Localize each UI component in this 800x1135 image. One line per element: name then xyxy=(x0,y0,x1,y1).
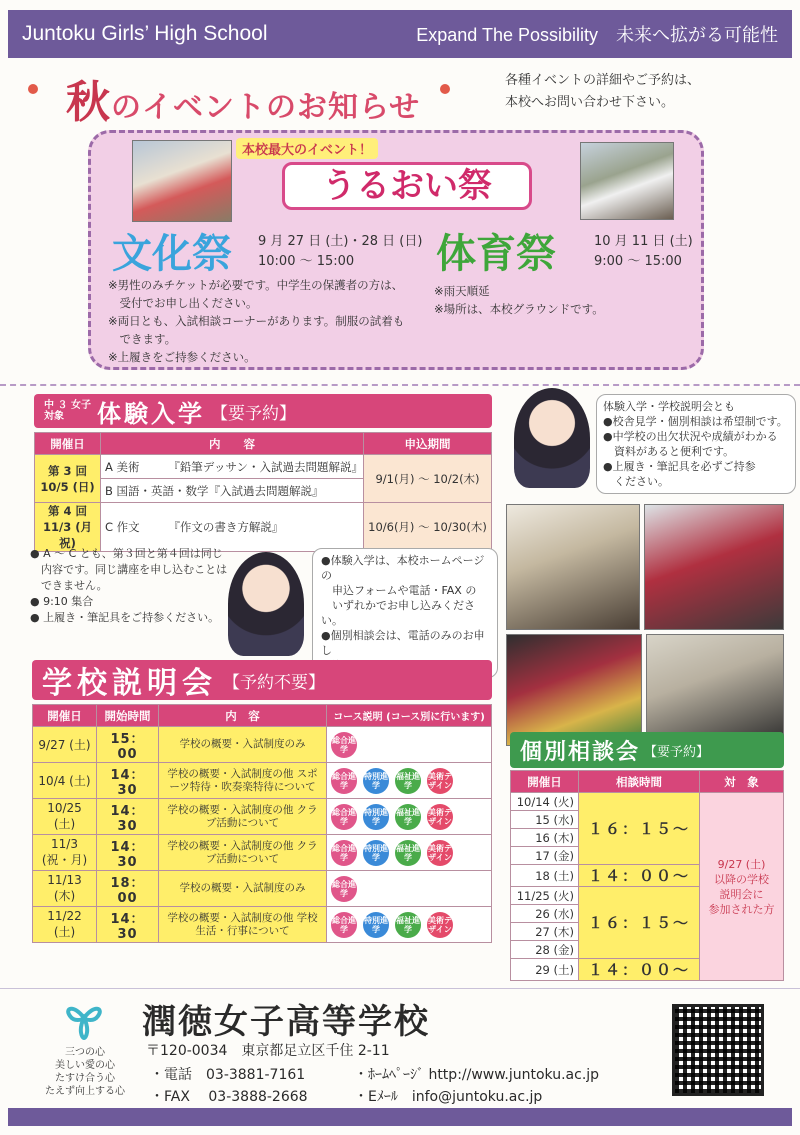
speech-bubble-application: ●体験入学は、本校ホームページの 申込フォームや電話・FAX の いずれかでお申し込みください。 ●個別相談会は、電話のみのお申し xyxy=(312,548,498,678)
autumn-events-heading xyxy=(28,72,448,128)
table-row: 26 (水) xyxy=(511,905,784,923)
table-row: 10/4 (土) 14：30 学校の概要・入試制度の他 スポーツ特待・吹奏楽特待について 総合進学 特別進学 福祉進学 美術デザイン xyxy=(33,763,492,799)
course-badge: 特別進学 xyxy=(363,912,389,938)
course-badge: 総合進学 xyxy=(331,804,357,830)
school-logo-icon xyxy=(60,994,108,1042)
bullet-dot-icon xyxy=(28,84,38,94)
course-badge: 総合進学 xyxy=(331,768,357,794)
table-row: 9/27 (土) 15：00 学校の概要・入試制度のみ 総合進学 xyxy=(33,727,492,763)
web-email xyxy=(354,1064,599,1108)
festival-name: うるおい祭 xyxy=(282,162,532,210)
table-row: 15 (水) xyxy=(511,811,784,829)
sports-festival-notes: ※雨天順延 ※場所は、本校グラウンドです。 xyxy=(434,284,604,316)
school-address: 〒120-0034 東京都足立区千住 2-11 xyxy=(146,1043,390,1059)
course-badge: 福祉進学 xyxy=(395,804,421,830)
table-row: 29 (土) １４：００～ xyxy=(511,959,784,981)
table-row: 16 (木) xyxy=(511,829,784,847)
festival-catchphrase: 本校最大のイベント！ xyxy=(236,138,378,159)
footer-divider xyxy=(0,988,800,989)
table-row: 28 (金) xyxy=(511,941,784,959)
course-badge: 美術デザイン xyxy=(427,840,453,866)
course-badge: 総合進学 xyxy=(331,732,357,758)
course-badge: 福祉進学 xyxy=(395,912,421,938)
table-row: 10/25 (土) 14：30 学校の概要・入試制度の他 クラブ活動について 総合進学 特別進学 福祉進学 美術デザイン xyxy=(33,799,492,835)
sports-day-photo xyxy=(580,142,674,220)
brass-band-photo xyxy=(506,634,642,746)
table-row: 11/3 (祝・月) 14：30 学校の概要・入試制度の他 クラブ活動について 総合進学 特別進学 福祉進学 美術デザイン xyxy=(33,835,492,871)
culture-festival-title: 文化祭 xyxy=(112,231,232,277)
table-row: 11/22 (土) 14：30 学校の概要・入試制度の他 学校生活・行事について 総合進学 特別進学 福祉進学 美術デザイン xyxy=(33,907,492,943)
page-title: 秋のイベントのお知らせ xyxy=(66,77,421,128)
trial-admission-heading: 中 ３ 女子 対象 体験入学 【要予約】 xyxy=(34,394,492,428)
table-row: 第 4 回 11/3 (月祝) C 作文 『作文の書き方解説』 10/6(月) ～ 10/30(木) xyxy=(35,503,492,552)
consultation-heading: 個別相談会 【要予約】 xyxy=(510,732,784,768)
school-name-japanese: 潤徳女子高等学校 xyxy=(142,1002,430,1042)
table-row: B 国語・英語・数学『入試過去問題解説』 xyxy=(35,479,492,503)
table-row: 17 (金) xyxy=(511,847,784,865)
course-badge: 美術デザイン xyxy=(427,804,453,830)
course-badge: 総合進学 xyxy=(331,912,357,938)
bottom-banner xyxy=(8,1108,792,1126)
school-briefing-heading: 学校説明会 【予約不要】 xyxy=(32,660,492,700)
table-row: 11/13 (木) 18：00 学校の概要・入試制度のみ 総合進学 xyxy=(33,871,492,907)
table-row: 10/14 (火) １６：１５～ 9/27 (土) 以降の学校 説明会に 参加された方 xyxy=(511,793,784,811)
course-badge: 福祉進学 xyxy=(395,840,421,866)
school-briefing-table: 開催日 開始時間 内 容 コース説明 (コース別に行います) 9/27 (土) 15：00 学校の概要・入試制度のみ 総合進学 10/4 (土) 14：30 学校の概要・入試制度の他 スポーツ特待・吹奏楽特待について 総合進学 特別進学 福祉進学 美術デザイン 10/25 (土) 14：30 学校の概要・入試制度の他 クラブ活動について 総合進学 特別進学 福祉進学 美術デザイン 11/3 (祝・月) 14：30 学校の概要・入試制度の他 クラブ活動について 総合進学 特別進学 福祉進学 美術デザイン 11/13 (木) 18：00 学校の概要・入試制度のみ 総合進学 11/22 (土) 14：30 学校の概要・入試制度の他 学校生活・行事について 総合進学 特別進学 福祉進学 美術デザイン xyxy=(32,704,492,943)
table-row: 27 (木) xyxy=(511,923,784,941)
tagline: Expand The Possibility 未来へ拡がる可能性 xyxy=(416,25,778,45)
email-link[interactable]: ・Eﾒｰﾙ info@juntoku.ac.jp xyxy=(354,1089,543,1105)
trial-admission-table: 開催日 内 容 申込期間 第 3 回 10/5 (日) A 美術 『鉛筆デッサン・入試過去問題解説』 9/1(月) ～ 10/2(木) B 国語・英語・数学『入試過去問題解説』 第 4 回 11/3 (月祝) C 作文 『作文の書き方解説』 10/6(月) ～ 10/30(木) xyxy=(34,432,492,552)
trial-admission-notes: ● A ～ C とも、第３回と第４回は同じ 内容です。同じ講座を申し込むことは できません。 ● 9:10 集合 ● 上履き・筆記具をご持参ください。 xyxy=(30,547,228,624)
art-class-photo xyxy=(506,504,640,630)
table-row: 第 3 回 10/5 (日) A 美術 『鉛筆デッサン・入試過去問題解説』 9/1(月) ～ 10/2(木) xyxy=(35,455,492,479)
qr-code-icon[interactable] xyxy=(672,1004,764,1096)
sports-festival-title: 体育祭 xyxy=(436,231,556,277)
section-divider xyxy=(0,384,800,386)
table-row: 11/25 (火) １６：１５～ xyxy=(511,887,784,905)
top-banner xyxy=(8,10,792,58)
culture-festival-notes: ※男性のみチケットが必要です。中学生の保護者の方は、 受付でお申し出ください。 ※両日とも、入試相談コーナーがあります。制服の試着も できます。 ※上履きをご持参ください。 xyxy=(108,278,405,364)
kendo-club-photo xyxy=(646,634,784,746)
mascot-illustration xyxy=(514,388,590,488)
course-badge: 福祉進学 xyxy=(395,768,421,794)
sports-festival-datetime: 10 月 11 日 (土) 9:00 ～ 15:00 xyxy=(594,234,693,269)
course-badge: 美術デザイン xyxy=(427,912,453,938)
mascot-illustration xyxy=(228,552,304,656)
festival-photo xyxy=(132,140,232,222)
course-badge: 特別進学 xyxy=(363,768,389,794)
website-link[interactable]: ・ﾎｰﾑﾍﾟｰｼﾞ http://www.juntoku.ac.jp xyxy=(354,1067,600,1083)
school-name-english: Juntoku Girls’ High School xyxy=(22,22,268,45)
school-motto: 三つの心 美しい愛の心 たすけ合う心 たえず向上する心 xyxy=(45,1047,125,1097)
consultation-table: 開催日 相談時間 対 象 10/14 (火) １６：１５～ 9/27 (土) 以降の学校 説明会に 参加された方 15 (水) 16 (木) 17 (金) 18 (土) １４：００～ 11/25 (火) １６：１５～ 26 (水) 27 (木) 28 (金) 29 (土) １４：００～ xyxy=(510,770,784,981)
course-badge: 美術デザイン xyxy=(427,768,453,794)
welfare-class-photo xyxy=(644,504,784,630)
phone-fax: ・電話 03-3881-7161 ・FAX 03-3888-2668 xyxy=(150,1067,308,1105)
table-row: 18 (土) １４：００～ xyxy=(511,865,784,887)
culture-festival-datetime: 9 月 27 日 (土)・28 日 (日) 10:00 ～ 15:00 xyxy=(258,234,423,269)
bullet-dot-icon xyxy=(440,84,450,94)
inquiry-note: 各種イベントの詳細やご予約は、 本校へお問い合わせ下さい。 xyxy=(505,73,701,110)
speech-bubble-info: 体験入学・学校説明会とも ●校舎見学・個別相談は希望制です。 ●中学校の出欠状況や成績がわかる 資料があると便利です。 ●上履き・筆記具を必ずご持参 ください。 xyxy=(596,394,796,494)
course-badge: 総合進学 xyxy=(331,840,357,866)
course-badge: 特別進学 xyxy=(363,840,389,866)
course-badge: 特別進学 xyxy=(363,804,389,830)
course-badge: 総合進学 xyxy=(331,876,357,902)
